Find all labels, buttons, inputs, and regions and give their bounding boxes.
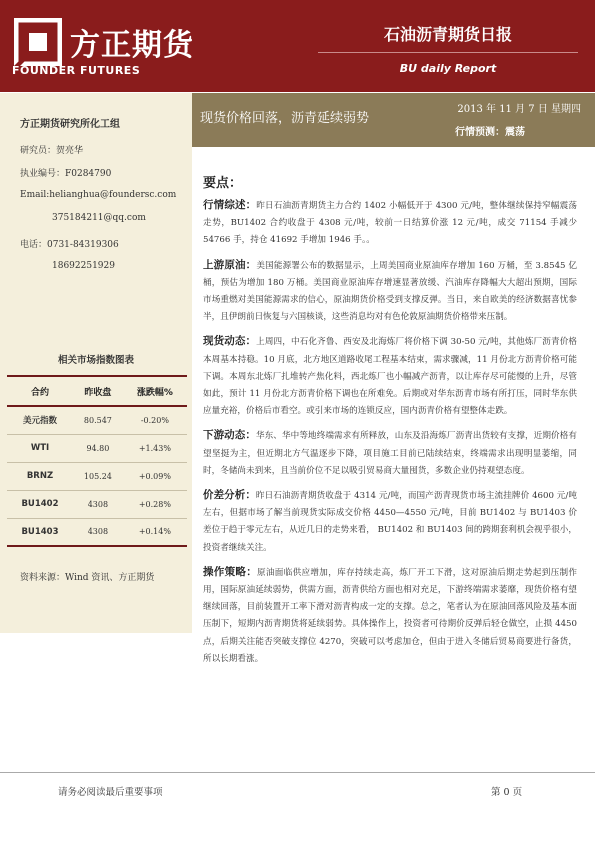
section-label: 下游动态： [203, 429, 256, 442]
section-text: 昨日石油沥青期货主力合约 1402 小幅低开于 4300 元/吨，整体继续保持窄幅震荡走势，BU1402 合约收盘于 4308 元/吨，较前一日结算价涨 12 元/吨，成交 71154 手减少 54766 手，持仓 41692 手增加 1946 手。。 [203, 201, 577, 246]
phone-primary: 电话：0731-84319306 [20, 240, 119, 250]
table-cell: BU1402 [7, 490, 73, 518]
table-cell: 94.80 [73, 434, 123, 462]
section-label: 行情综述： [203, 199, 257, 211]
section-label: 价差分析： [203, 489, 256, 502]
table-cell: +0.09% [123, 462, 187, 490]
section-trading-strategy [203, 564, 577, 668]
section-market-summary [203, 197, 577, 250]
headline-bar [192, 93, 595, 147]
email-primary[interactable]: Email:helianghua@foundersc.com [20, 190, 177, 200]
table-cell: BRNZ [7, 462, 73, 490]
brand-name-en: FOUNDER FUTURES [12, 64, 141, 77]
table-header-row [7, 376, 187, 406]
section-label: 现货动态： [203, 335, 257, 348]
market-index-table [7, 375, 187, 547]
table-cell: -0.20% [123, 406, 187, 434]
section-text: 华东、华中等地终端需求有所释放，山东及沿海炼厂沥青出货较有支撑，近期价格有望坚挺为主，但近期北方气温逐步下降，项目施工目前已陆续结束，终端需求出现明显萎缩，同时，冬储尚未到来，且当前价位不足以吸引贸易商大量囤货，多数企业仍持观望态度。 [203, 431, 577, 476]
headline: 现货价格回落，沥青延续弱势 [200, 111, 370, 126]
email-secondary[interactable]: 375184211@qq.com [52, 213, 146, 223]
table-cell: 105.24 [73, 462, 123, 490]
section-spread-analysis [203, 487, 577, 557]
section-text: 美国能源署公布的数据显示，上周美国商业原油库存增加 160 万桶，至 3.8545 亿桶，预估为增加 180 万桶。美国商业原油库存增速显著放缓、汽油库存降幅大大超出预期，国际市场重燃对美国能源需求的信心，原油期货价格受到支撑反弹。当日，来自欧美的经济数据喜忧参半，且伊朗前日恢复与六国核谈，这些消息均对有色伦敦原油期货价格带来压制。 [203, 260, 577, 323]
table-row [7, 462, 187, 490]
data-source: 资料来源：Wind 资讯、方正期货 [20, 573, 155, 583]
founder-logo-icon [14, 18, 62, 66]
sidebar [0, 93, 192, 633]
license-number: 执业编号：F0284790 [20, 169, 112, 179]
table-cell: BU1403 [7, 518, 73, 546]
table-cell: +1.43% [123, 434, 187, 462]
research-org: 方正期货研究所化工组 [20, 119, 120, 130]
table-row [7, 518, 187, 546]
table-row [7, 490, 187, 518]
table-cell: 美元指数 [7, 406, 73, 434]
table-cell: +0.28% [123, 490, 187, 518]
section-text: 昨日石油沥青期货收盘于 4314 元/吨，而国产沥青现货市场主流挂牌价 4600 元/吨左右，但据市场了解当前现货实际成交价格 4450—4550 元/吨，目前 BU1402 与 BU1403 价差位于趋于零元左右，从近几日的走势来看， BU1402 和 BU1403 间的跨期套利机会视乎很小，投资者继续关注。 [203, 491, 577, 553]
table-cell: 4308 [73, 490, 123, 518]
table-header: 涨跌幅% [123, 376, 187, 406]
table-header: 昨收盘 [73, 376, 123, 406]
market-forecast: 行情预测：震荡 [455, 127, 525, 138]
section-text: 原油面临供应增加，库存持续走高，炼厂开工下滑，这对原油后期走势起到压制作用，国际原油延续弱势，供需方面，沥青供给方面也相对充足，下游终端需求萎靡，现货价格有望继续回落，目前装置开工率下滑对沥青构成一定的支撑。总之，笔者认为在原油回落风险及基本面压制下，短期内沥青期货将延续弱势。具体操作上，投资者可待期价反弹后轻仓做空，止损 4450 点，后期关注能否突破支撑位 4270，突破可以考虑加仓，但由于进入冬储后贸易商要进行备货，所以长期看涨。 [203, 567, 577, 664]
table-cell: +0.14% [123, 518, 187, 546]
section-downstream [203, 427, 577, 480]
header-divider [318, 52, 578, 53]
report-title: 石油沥青期货日报 [383, 25, 512, 44]
table-cell: 80.547 [73, 406, 123, 434]
table-cell: 4308 [73, 518, 123, 546]
footer-notice: 请务必阅读最后重要事项 [58, 787, 163, 798]
phone-secondary: 18692251929 [52, 261, 115, 271]
table-header: 合约 [7, 376, 73, 406]
page-number: 第 0 页 [491, 787, 523, 798]
section-upstream-crude [203, 257, 577, 327]
researcher-name: 研究员：贺亮华 [20, 146, 84, 156]
report-subtitle: BU daily Report [399, 62, 497, 75]
market-table-title: 相关市场指数图表 [57, 355, 134, 366]
report-date: 2013 年 11 月 7 日 星期四 [457, 104, 581, 115]
table-row [7, 434, 187, 462]
footer-divider [0, 772, 595, 773]
key-points-title: 要点： [203, 176, 243, 191]
table-row [7, 406, 187, 434]
main-content [203, 172, 577, 675]
section-text: 上周四，中石化齐鲁、西安及北海炼厂将价格下调 30-50 元/吨，其他炼厂沥青价格本周基本持稳。10 月底，北方地区道路收尾工程基本结束，需求骤减，11 月份北方沥青价格可能下调。本周东北炼厂扎堆转产焦化料，西北炼厂也小幅减产沥青，以让库存尽可能慢的上升，尽管如此，预计 11 月份北方沥青价格下调也在所难免。后期或对华东沥青市场有所打压，同时华东供应量充裕，价格后市看空。或引来市场的连锁反应，国内沥青价格有望整体走跌。 [203, 337, 578, 417]
brand-name-cn: 方正期货 [70, 28, 194, 63]
section-spot-market [203, 333, 577, 420]
report-header [0, 0, 595, 92]
section-label: 操作策略： [203, 565, 258, 578]
section-label: 上游原油： [203, 258, 257, 271]
table-cell: WTI [7, 434, 73, 462]
